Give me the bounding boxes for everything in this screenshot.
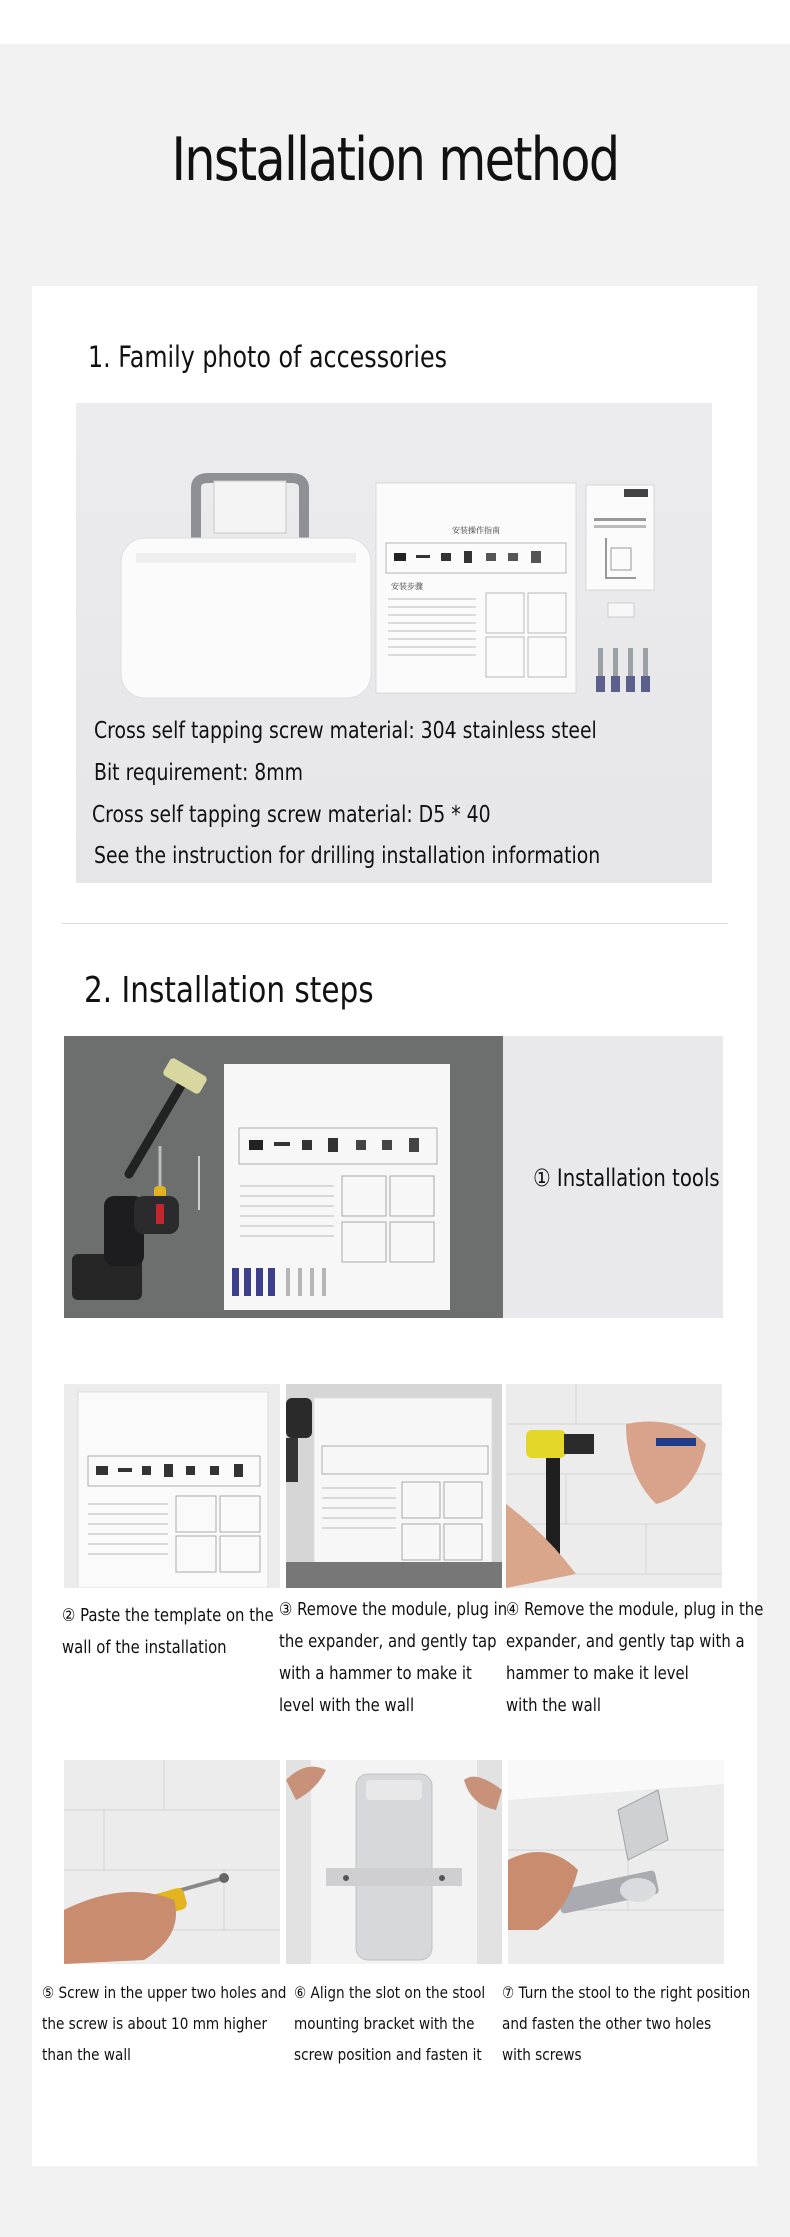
installation-tools-label: ① Installation tools bbox=[533, 1164, 720, 1192]
caption-line-3: Cross self tapping screw material: D5 * 40 bbox=[92, 802, 491, 828]
step-3-image bbox=[286, 1384, 502, 1588]
step-3-caption-line: ③ Remove the module, plug in bbox=[279, 1600, 508, 1620]
step-7-caption bbox=[502, 1977, 750, 2070]
installation-tools-row bbox=[64, 1036, 723, 1318]
step-4-caption-line: with the wall bbox=[506, 1696, 601, 1716]
step-6-caption-line: screw position and fasten it bbox=[294, 2045, 482, 2064]
page-title: Installation method bbox=[171, 125, 619, 195]
step-5-caption-line: the screw is about 10 mm higher bbox=[42, 2014, 268, 2033]
accessories-photo bbox=[76, 403, 712, 883]
step-4-image bbox=[506, 1384, 722, 1588]
step-7-caption-line: with screws bbox=[502, 2045, 582, 2064]
step-3-caption-line: the expander, and gently tap bbox=[279, 1632, 497, 1652]
step-4-caption-line: ④ Remove the module, plug in the bbox=[506, 1600, 764, 1620]
step-3-caption-line: level with the wall bbox=[279, 1696, 415, 1716]
section-divider bbox=[62, 923, 728, 924]
step-6-image bbox=[286, 1760, 502, 1964]
step-7-caption-line: ⑦ Turn the stool to the right position bbox=[502, 1983, 751, 2002]
step-5-caption-line: ⑤ Screw in the upper two holes and bbox=[42, 1983, 287, 2002]
step-4-caption-line: expander, and gently tap with a bbox=[506, 1632, 745, 1652]
step-6-caption-line: ⑥ Align the slot on the stool bbox=[294, 1983, 486, 2002]
installation-tools-photo bbox=[64, 1036, 503, 1318]
section-2-title: 2. Installation steps bbox=[84, 970, 374, 1011]
step-2-caption-line: wall of the installation bbox=[62, 1638, 227, 1658]
step-2-caption bbox=[62, 1600, 274, 1664]
caption-line-4: See the instruction for drilling installation information bbox=[94, 843, 601, 869]
caption-line-1: Cross self tapping screw material: 304 stainless steel bbox=[94, 718, 597, 744]
installation-tools-label-panel bbox=[503, 1036, 723, 1318]
manual-heading: 安装操作指南 bbox=[452, 526, 500, 535]
step-5-caption bbox=[42, 1977, 286, 2070]
step-4-caption bbox=[506, 1594, 763, 1722]
step-5-caption-line: than the wall bbox=[42, 2045, 131, 2064]
step-3-caption-line: with a hammer to make it bbox=[279, 1664, 472, 1684]
section-1-title: 1. Family photo of accessories bbox=[88, 340, 448, 374]
step-3-caption bbox=[279, 1594, 507, 1722]
step-7-caption-line: and fasten the other two holes bbox=[502, 2014, 712, 2033]
step-5-image bbox=[64, 1760, 280, 1964]
step-6-caption-line: mounting bracket with the bbox=[294, 2014, 475, 2033]
step-7-image bbox=[508, 1760, 724, 1964]
caption-line-2: Bit requirement: 8mm bbox=[94, 760, 304, 786]
step-2-image bbox=[64, 1384, 280, 1588]
manual-steps-heading: 安装步骤 bbox=[391, 582, 423, 591]
step-6-caption bbox=[294, 1977, 485, 2070]
step-2-caption-line: ② Paste the template on the bbox=[62, 1606, 274, 1626]
step-4-caption-line: hammer to make it level bbox=[506, 1664, 689, 1684]
